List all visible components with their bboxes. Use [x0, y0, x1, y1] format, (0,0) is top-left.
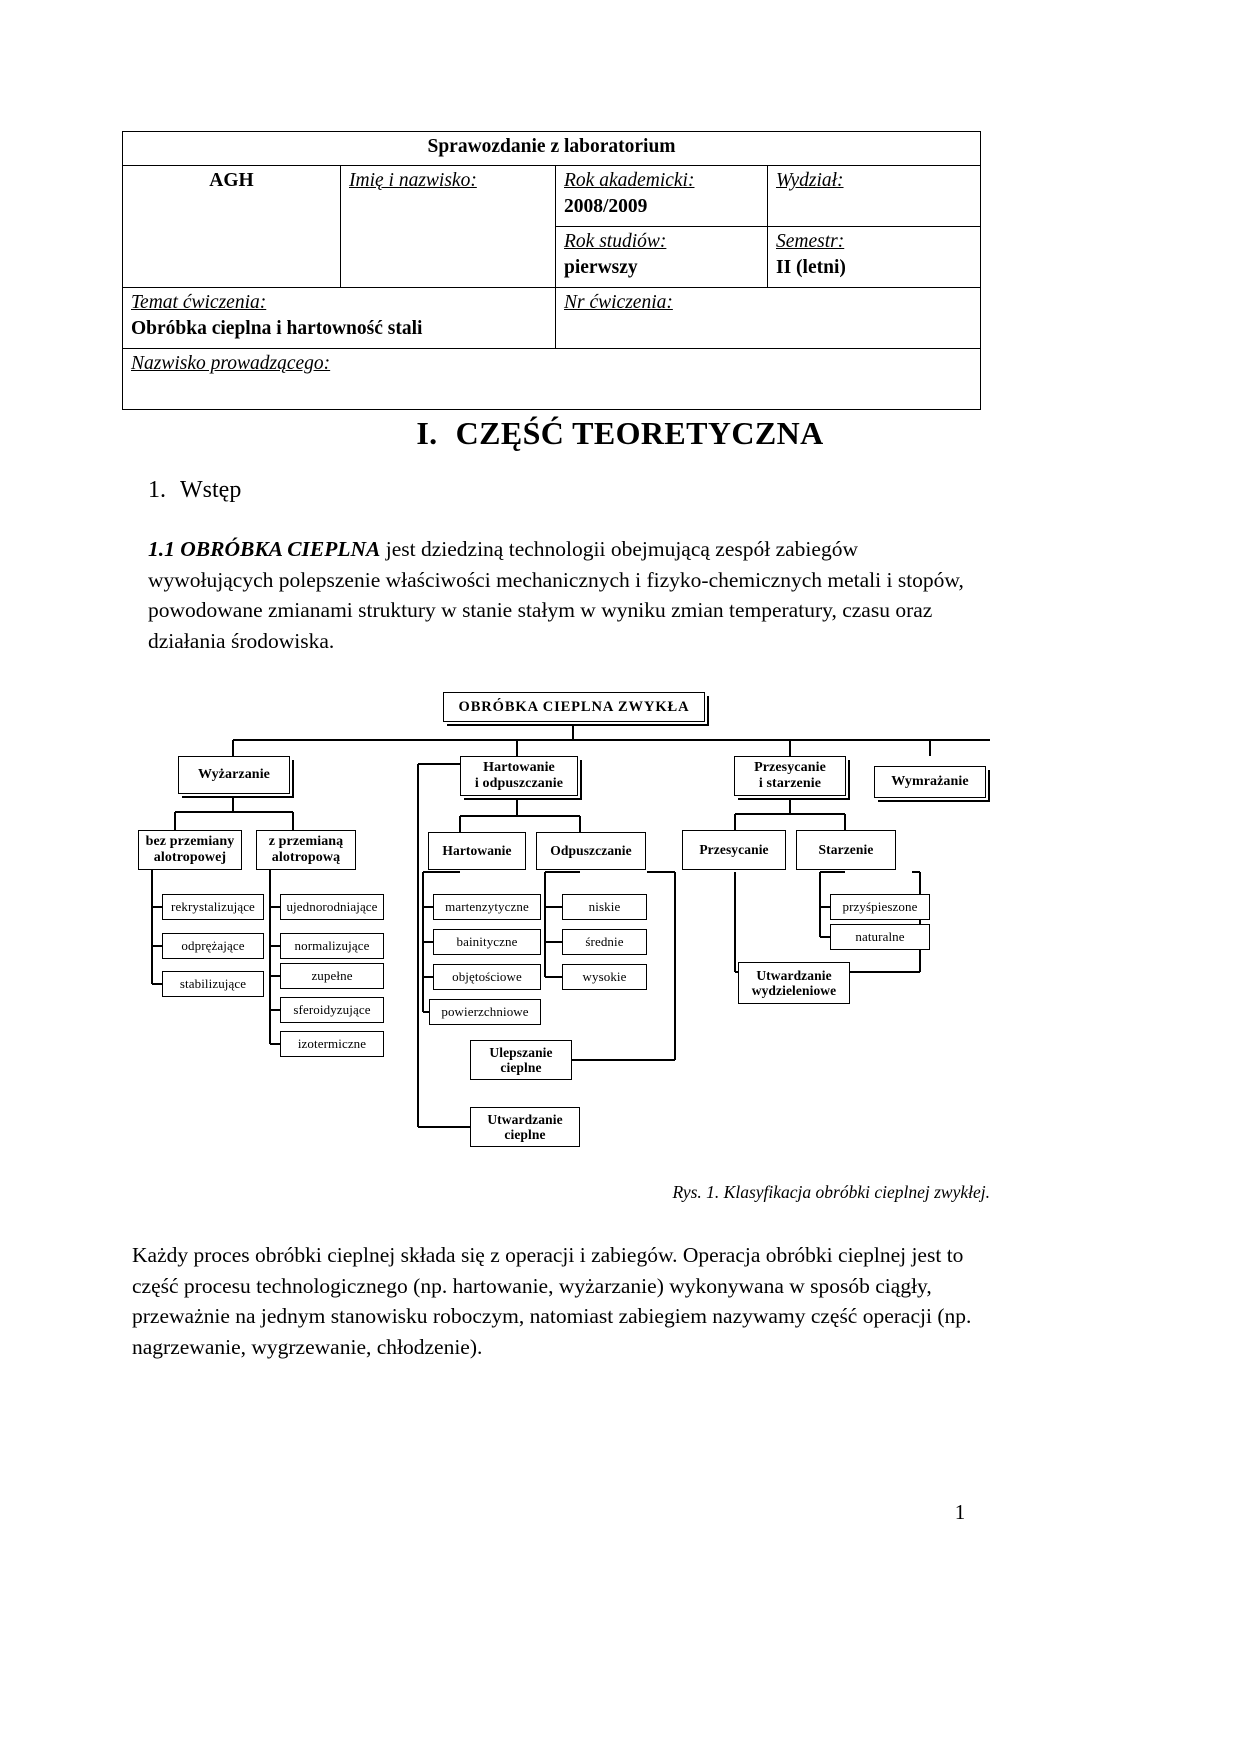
diagram-node-rekrystalizujace: rekrystalizujące	[162, 894, 264, 920]
diagram-node-sferoidyzujace: sferoidyzujące	[280, 997, 384, 1023]
student-name-cell[interactable]	[341, 165, 556, 287]
faculty-cell[interactable]	[768, 165, 981, 226]
institution-cell: AGH	[123, 165, 341, 287]
diagram-node-wyzarzanie: Wyżarzanie	[178, 756, 290, 794]
intro-paragraph	[148, 534, 988, 656]
diagram-node-hartowanie-i-odpuszczanie: Hartowanie i odpuszczanie	[460, 756, 578, 796]
classification-diagram	[130, 672, 1010, 1172]
exercise-number-cell[interactable]	[556, 287, 981, 348]
table-row	[123, 165, 981, 226]
topic-label: Temat ćwiczenia:	[131, 291, 267, 313]
table-row	[123, 287, 981, 348]
faculty-label: Wydział:	[776, 169, 844, 191]
part-heading	[0, 415, 1240, 452]
diagram-node-stabilizujace: stabilizujące	[162, 971, 264, 997]
diagram-node-bez-przemiany-alotropowej: bez przemiany alotropowej	[138, 830, 242, 870]
part-numeral: I.	[416, 415, 438, 451]
diagram-node-przyspieszone: przyśpieszone	[830, 894, 930, 920]
table-row	[123, 348, 981, 409]
diagram-node-wymrazanie: Wymrażanie	[874, 766, 986, 798]
semester-label: Semestr:	[776, 230, 845, 252]
semester-cell[interactable]	[768, 226, 981, 287]
study-year-cell[interactable]	[556, 226, 768, 287]
diagram-connectors	[130, 672, 1010, 1172]
table-row	[123, 132, 981, 166]
diagram-node-srednie: średnie	[562, 929, 647, 955]
academic-year-cell[interactable]	[556, 165, 768, 226]
supervisor-cell[interactable]	[123, 348, 981, 409]
exercise-number-label: Nr ćwiczenia:	[564, 291, 673, 313]
part-title: CZĘŚĆ TEORETYCZNA	[455, 415, 824, 451]
diagram-node-ujednorodniajace: ujednorodniające	[280, 894, 384, 920]
diagram-node-przesycanie-i-starzenie: Przesycanie i starzenie	[734, 756, 846, 796]
academic-year-value: 2008/2009	[564, 195, 648, 217]
student-name-label: Imię i nazwisko:	[349, 169, 477, 191]
figure-caption: Rys. 1. Klasyfikacja obróbki cieplnej zwykłej.	[672, 1182, 990, 1202]
diagram-node-zupelne: zupełne	[280, 963, 384, 989]
diagram-node-z-przemiana-alotropowa: z przemianą alotropową	[256, 830, 356, 870]
intro-paragraph-body: jest dziedziną technologii obejmującą zespół zabiegów wywołujących polepszenie właściwości mechanicznych i fizyko-chemicznych metali i stopów, powodowane zmianami struktury w stanie stałym w wyniku zmian temperatury, czasu oraz działania środowiska.	[148, 537, 964, 653]
section-heading	[148, 477, 241, 504]
study-year-value: pierwszy	[564, 256, 638, 278]
diagram-node-wysokie: wysokie	[562, 964, 647, 990]
section-number: 1.	[148, 477, 166, 503]
diagram-node-root: OBRÓBKA CIEPLNA ZWYKŁA	[443, 692, 705, 722]
diagram-node-objetosciowe: objętościowe	[433, 964, 541, 990]
topic-cell[interactable]	[123, 287, 556, 348]
diagram-node-normalizujace: normalizujące	[280, 933, 384, 959]
academic-year-label: Rok akademicki:	[564, 169, 695, 191]
diagram-node-izotermiczne: izotermiczne	[280, 1031, 384, 1057]
topic-value: Obróbka cieplna i hartowność stali	[131, 317, 423, 339]
diagram-node-ulepszanie-cieplne: Ulepszanie cieplne	[470, 1040, 572, 1080]
diagram-node-utwardzanie-wydzieleniowe: Utwardzanie wydzieleniowe	[738, 962, 850, 1004]
diagram-node-odprezajace: odprężające	[162, 933, 264, 959]
supervisor-label: Nazwisko prowadzącego:	[131, 352, 331, 374]
diagram-node-bainityczne: bainityczne	[433, 929, 541, 955]
diagram-node-odpuszczanie: Odpuszczanie	[536, 832, 646, 870]
diagram-node-martenzytyczne: martenzytyczne	[433, 894, 541, 920]
diagram-node-niskie: niskie	[562, 894, 647, 920]
section-title: Wstęp	[180, 477, 242, 503]
study-year-label: Rok studiów:	[564, 230, 667, 252]
diagram-node-starzenie: Starzenie	[796, 830, 896, 870]
diagram-node-powierzchniowe: powierzchniowe	[429, 999, 541, 1025]
report-header-table	[122, 131, 981, 410]
intro-paragraph-bold-lead: 1.1 OBRÓBKA CIEPLNA	[148, 537, 381, 561]
diagram-node-hartowanie: Hartowanie	[428, 832, 526, 870]
diagram-node-utwardzanie-cieplne: Utwardzanie cieplne	[470, 1107, 580, 1147]
bottom-paragraph: Każdy proces obróbki cieplnej składa się z operacji i zabiegów. Operacja obróbki cieplnej jest to część procesu technologicznego (np. hartowanie, wyżarzanie) wykonywana w sposób ciągły, przeważnie na jednym stanowisku roboczym, natomiast zabiegiem nazywamy część operacji (np. nagrzewanie, wygrzewanie, chłodzenie).	[132, 1243, 972, 1359]
diagram-node-naturalne: naturalne	[830, 924, 930, 950]
diagram-node-przesycanie: Przesycanie	[682, 830, 786, 870]
page-number: 1	[954, 1500, 966, 1524]
report-title-cell: Sprawozdanie z laboratorium	[123, 132, 981, 166]
semester-value: II (letni)	[776, 256, 846, 278]
